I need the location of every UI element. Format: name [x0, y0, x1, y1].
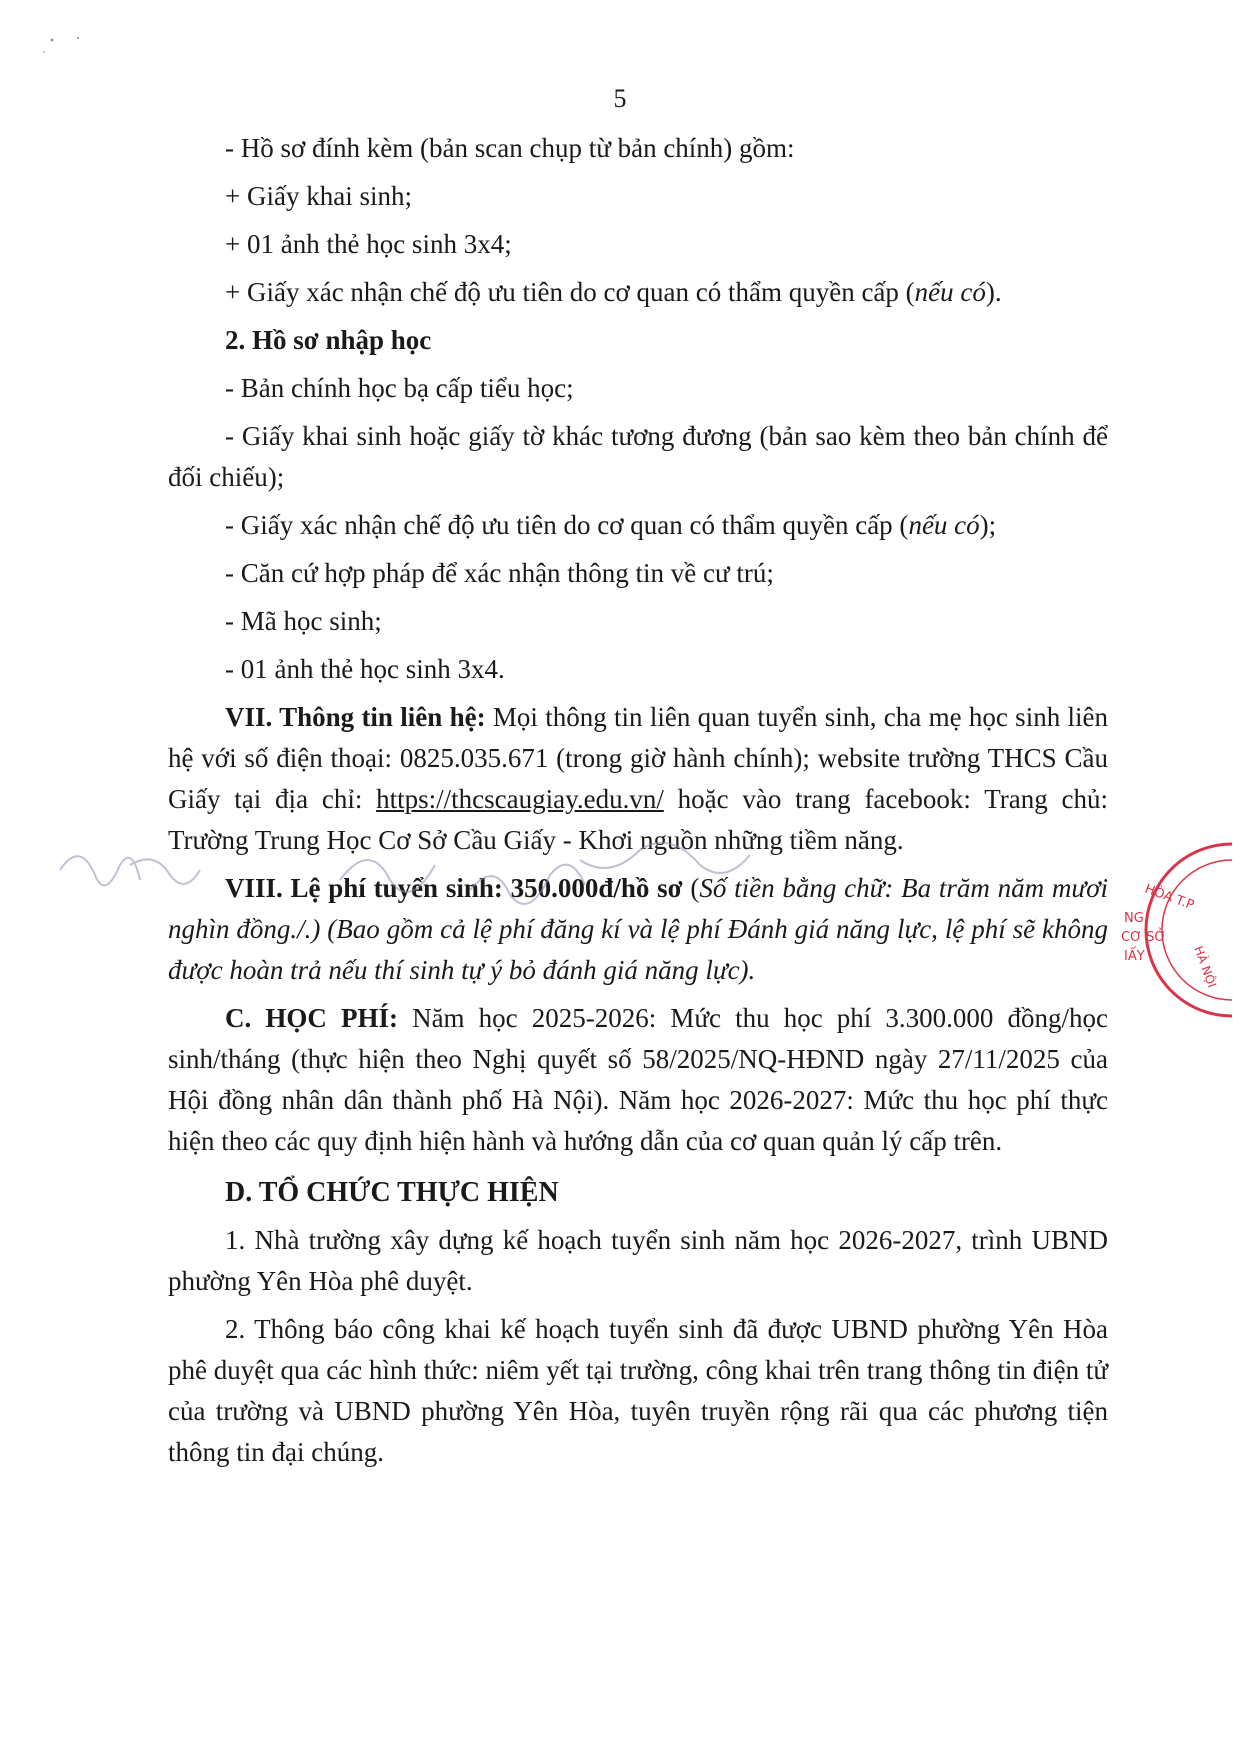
- admission-docs-heading: 2. Hồ sơ nhập học: [225, 325, 432, 355]
- red-seal-stamp: [1116, 840, 1232, 1020]
- admission-item-residence: - Căn cứ hợp pháp để xác nhận thông tin về cư trú;: [225, 558, 774, 588]
- attachment-priority-italic: nếu có: [914, 277, 986, 307]
- attachment-item-photo: + 01 ảnh thẻ học sinh 3x4;: [225, 229, 512, 259]
- fee-label: VIII. Lệ phí tuyển sinh: 350.000đ/hồ sơ: [225, 873, 683, 903]
- scan-speck-decoration: [30, 30, 90, 70]
- attachments-intro: - Hồ sơ đính kèm (bản scan chụp từ bản chính) gồm:: [225, 133, 795, 163]
- admission-item-birth: - Giấy khai sinh hoặc giấy tờ khác tương đương (bản sao kèm theo bản chính để đối chiếu);: [168, 421, 1108, 492]
- tuition-text: Năm học 2025-2026: Mức thu học phí 3.300.000 đồng/học sinh/tháng (thực hiện theo Nghị quyết số 58/2025/NQ-HĐND ngày 27/11/2025 của Hội đồng nhân dân thành phố Hà Nội). Năm học 2026-2027: Mức thu học phí thực hiện theo các quy định hiện hành và hướng dẫn của cơ quan quản lý cấp trên.: [168, 1003, 1108, 1156]
- admission-item-photo: - 01 ảnh thẻ học sinh 3x4.: [225, 654, 505, 684]
- tuition-section: [168, 998, 1108, 1162]
- admission-item-code: - Mã học sinh;: [225, 606, 382, 636]
- implementation-item-1: 1. Nhà trường xây dựng kế hoạch tuyển sinh năm học 2026-2027, trình UBND phường Yên Hòa phê duyệt.: [168, 1225, 1108, 1296]
- svg-text:NG: NG: [1124, 911, 1144, 926]
- document-body: [168, 128, 1108, 1480]
- tuition-label: C. HỌC PHÍ:: [225, 1003, 398, 1033]
- attachment-priority-suffix: ).: [985, 277, 1002, 307]
- implementation-item-2: 2. Thông báo công khai kế hoạch tuyển sinh đã được UBND phường Yên Hòa phê duyệt qua các hình thức: niêm yết tại trường, công khai trên trang thông tin điện tử của trường và UBND phường Yên Hòa, tuyên truyền rộng rãi qua các phương tiện thông tin đại chúng.: [168, 1314, 1108, 1467]
- svg-text:HÒA T.P: HÒA T.P: [1142, 881, 1196, 914]
- admission-priority-suffix: );: [979, 510, 997, 540]
- implementation-heading: D. TỔ CHỨC THỰC HIỆN: [225, 1177, 559, 1208]
- page-number: 5: [613, 84, 627, 113]
- contact-label: VII. Thông tin liên hệ:: [225, 702, 486, 732]
- svg-text:CƠ SỞ: CƠ SỞ: [1121, 930, 1167, 945]
- fee-italic-text: Số tiền bằng chữ: Ba trăm năm mươi nghìn đồng./.) (Bao gồm cả lệ phí đăng kí và lệ phí Đánh giá năng lực, lệ phí sẽ không được hoàn trả nếu thí sinh tự ý bỏ đánh giá năng lực).: [168, 873, 1108, 985]
- admission-item-priority: [168, 505, 1108, 546]
- attachment-item-priority: [168, 272, 1108, 313]
- svg-text:HÀ NỘI: HÀ NỘI: [1191, 944, 1220, 990]
- contact-text: Mọi thông tin liên quan tuyển sinh, cha mẹ học sinh liên hệ với số điện thoại: 0825.035.671 (trong giờ hành chính); website trường THCS Cầu Giấy tại địa chỉ:: [168, 702, 1108, 814]
- admission-priority-italic: nếu có: [908, 510, 980, 540]
- contact-text-after: hoặc vào trang facebook: Trang chủ: Trường Trung Học Cơ Sở Cầu Giấy - Khơi nguồn những tiềm năng.: [168, 784, 1108, 855]
- school-website-link[interactable]: https://thcscaugiay.edu.vn/: [376, 784, 664, 814]
- svg-text:IẤY: IẤY: [1124, 949, 1145, 964]
- attachment-priority-text: + Giấy xác nhận chế độ ưu tiên do cơ quan có thẩm quyền cấp (: [225, 277, 915, 307]
- fee-open: (: [682, 873, 700, 903]
- fee-section: [168, 868, 1108, 991]
- attachment-item-birth-certificate: + Giấy khai sinh;: [225, 181, 412, 211]
- contact-section: [168, 697, 1108, 861]
- admission-item-transcript: - Bản chính học bạ cấp tiểu học;: [225, 373, 574, 403]
- admission-priority-text: - Giấy xác nhận chế độ ưu tiên do cơ quan có thẩm quyền cấp (: [225, 510, 909, 540]
